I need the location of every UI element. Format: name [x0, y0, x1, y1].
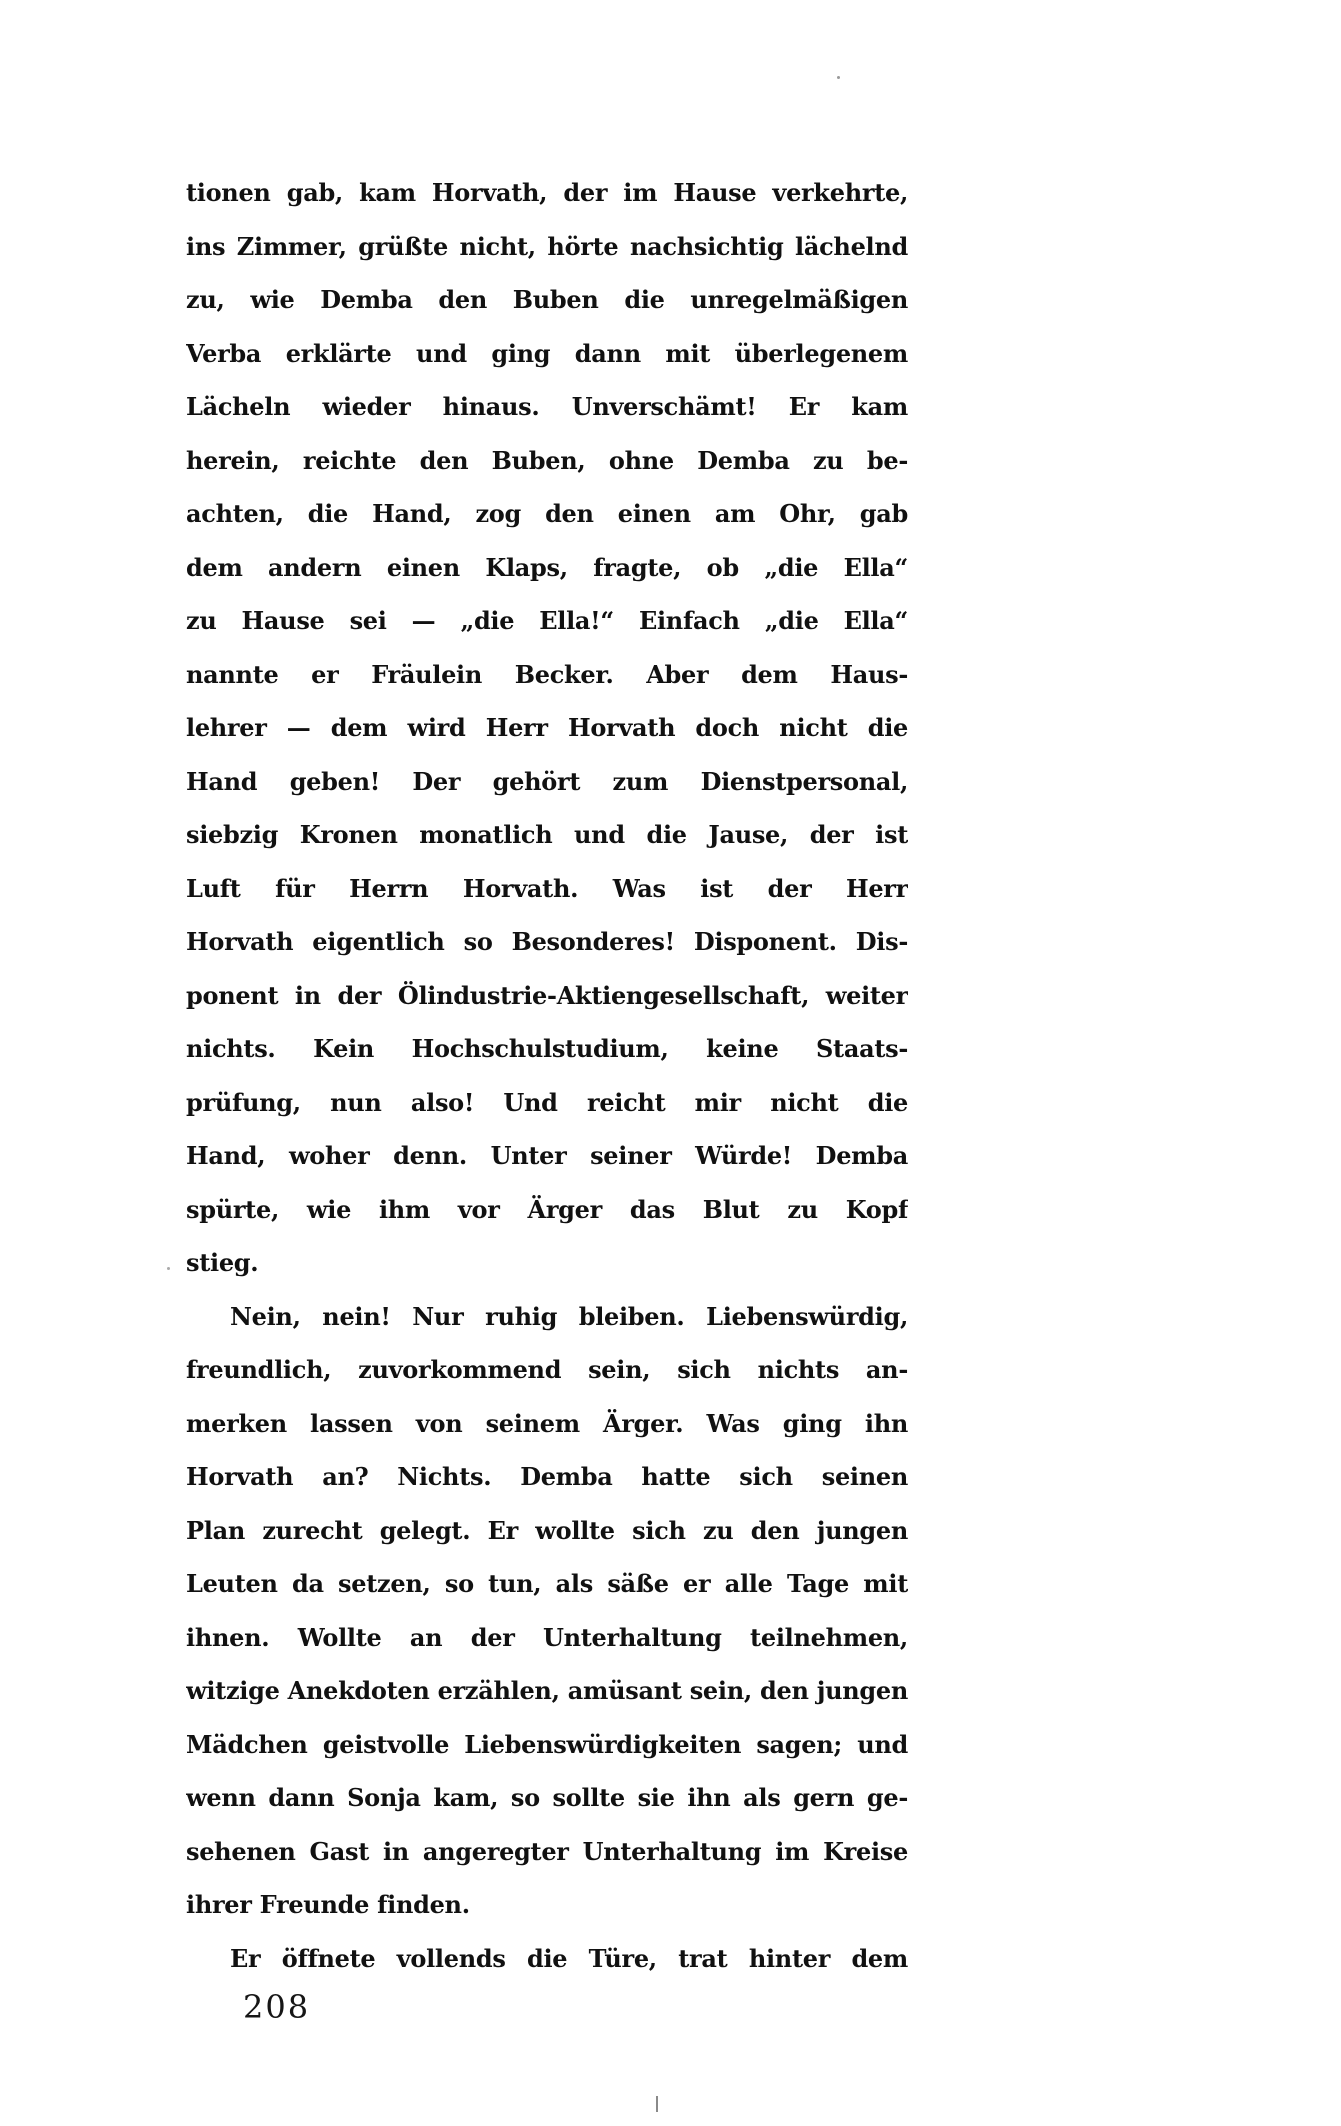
text-line: Lächeln wieder hinaus. Unverschämt! Er kam [186, 392, 908, 421]
text-line: ponent in der Ölindustrie-Aktiengesellschaft, weiter [186, 980, 908, 1010]
text-line: prüfung, nun also! Und reicht mir nicht die [186, 1087, 908, 1117]
text-line: Verba erklärte und ging dann mit überlegenem [186, 338, 908, 368]
text-line: dem andern einen Klaps, fragte, ob „die Ella“ [186, 552, 908, 582]
text-line: siebzig Kronen monatlich und die Jause, der ist [186, 820, 908, 849]
text-line: Horvath eigentlich so Besonderes! Disponent. Dis- [186, 927, 908, 956]
text-line-paragraph-end: stieg. [186, 1248, 259, 1277]
text-line: spürte, wie ihm vor Ärger das Blut zu Kopf [186, 1194, 908, 1224]
text-line: zu, wie Demba den Buben die unregelmäßigen [186, 285, 908, 314]
text-line-paragraph-start: Er öffnete vollends die Türe, trat hinter dem [230, 1943, 908, 1973]
text-line: zu Hause sei — „die Ella!“ Einfach „die Ella“ [186, 606, 908, 635]
page-number: 208 [243, 1988, 311, 2026]
text-line: lehrer — dem wird Herr Horvath doch nicht die [186, 713, 908, 742]
text-line: Hand, woher denn. Unter seiner Würde! Demba [186, 1141, 908, 1170]
text-line-paragraph-end: ihrer Freunde finden. [186, 1890, 470, 1919]
text-line: Hand geben! Der gehört zum Dienstpersonal, [186, 766, 908, 796]
text-line: nannte er Fräulein Becker. Aber dem Haus- [186, 659, 908, 689]
text-line: nichts. Kein Hochschulstudium, keine Staats- [186, 1034, 908, 1063]
text-line: sehenen Gast in angeregter Unterhaltung im Kreise [186, 1836, 908, 1866]
text-line: freundlich, zuvorkommend sein, sich nichts an- [186, 1355, 908, 1384]
scan-artifact-dot [837, 76, 840, 79]
text-line: tionen gab, kam Horvath, der im Hause verkehrte, [186, 178, 908, 207]
scan-artifact-dot [167, 1267, 170, 1270]
text-line: Mädchen geistvolle Liebenswürdigkeiten sagen; und [186, 1729, 908, 1759]
text-line: merken lassen von seinem Ärger. Was ging ihn [186, 1408, 908, 1438]
text-line-paragraph-start: Nein, nein! Nur ruhig bleiben. Liebenswürdig, [230, 1301, 908, 1331]
text-line: Luft für Herrn Horvath. Was ist der Herr [186, 873, 908, 903]
text-block [186, 166, 908, 1985]
text-line: Leuten da setzen, so tun, als säße er alle Tage mit [186, 1569, 908, 1598]
text-line: ins Zimmer, grüßte nicht, hörte nachsichtig lächelnd [186, 231, 908, 261]
scan-artifact-line [656, 2096, 658, 2112]
text-line: witzige Anekdoten erzählen, amüsant sein, den jungen [186, 1676, 908, 1705]
text-line: ihnen. Wollte an der Unterhaltung teilnehmen, [186, 1622, 908, 1652]
text-line: wenn dann Sonja kam, so sollte sie ihn als gern ge- [186, 1783, 908, 1812]
text-line: Horvath an? Nichts. Demba hatte sich seinen [186, 1462, 908, 1491]
text-line: herein, reichte den Buben, ohne Demba zu be- [186, 445, 908, 475]
text-line: Plan zurecht gelegt. Er wollte sich zu den jungen [186, 1515, 908, 1545]
text-line: achten, die Hand, zog den einen am Ohr, gab [186, 499, 908, 528]
